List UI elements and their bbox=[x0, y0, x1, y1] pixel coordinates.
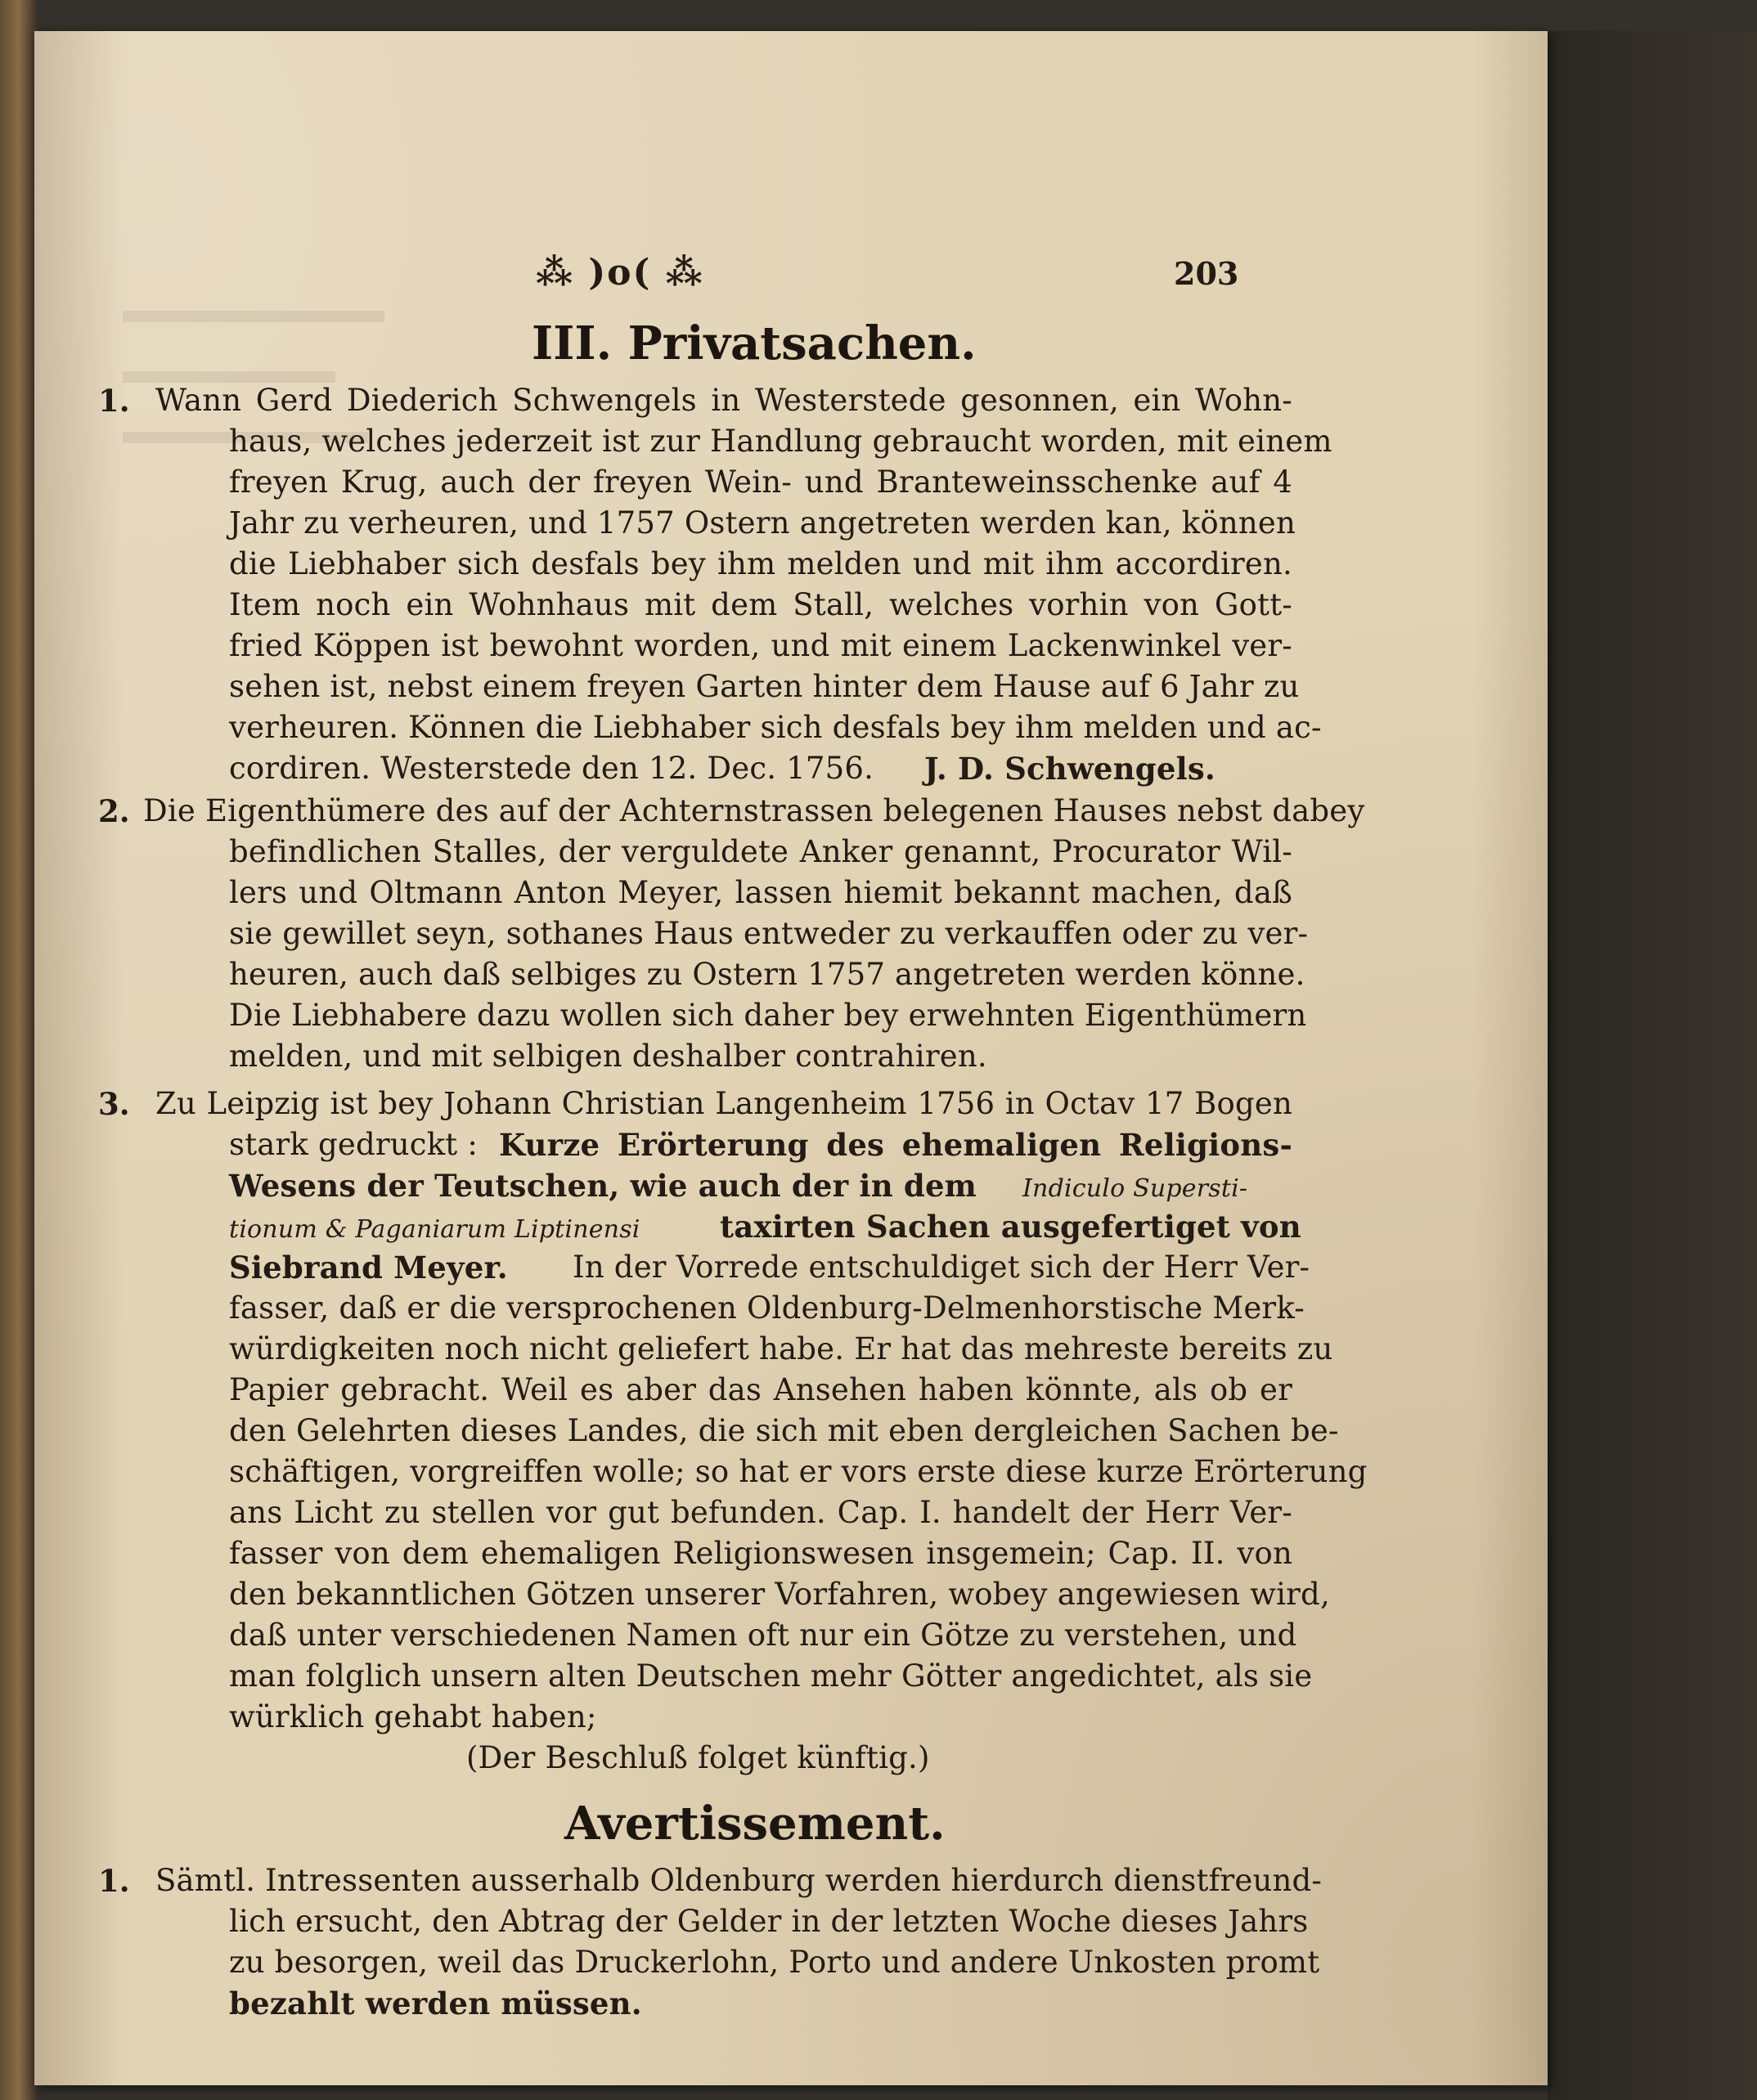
text-line: sie gewillet seyn, sothanes Haus entweder zu verkauffen oder zu ver- bbox=[229, 916, 1309, 951]
text-line: daß unter verschiedenen Namen oft nur ein Götze zu verstehen, und bbox=[229, 1618, 1297, 1653]
text-line: befindlichen Stalles, der verguldete Anker genannt, Procurator Wil- bbox=[229, 834, 1292, 869]
text-line: Die Liebhabere dazu wollen sich daher bey erwehnten Eigenthümern bbox=[229, 998, 1307, 1033]
text-line: zu besorgen, weil das Druckerlohn, Porto und andere Unkosten promt bbox=[229, 1945, 1320, 1980]
text-line: Papier gebracht. Weil es aber das Ansehen haben könnte, als ob er bbox=[229, 1372, 1292, 1407]
text-line: verheuren. Können die Liebhaber sich desfals bey ihm melden und ac- bbox=[229, 710, 1322, 745]
text-line: melden, und mit selbigen deshalber contrahiren. bbox=[229, 1039, 987, 1074]
item-number: 2. bbox=[98, 793, 130, 829]
latin-title-text: Indiculo Supersti- bbox=[1022, 1174, 1248, 1203]
text-line: bezahlt werden müssen. bbox=[229, 1986, 642, 2021]
running-header-ornament: ⁂ )o( ⁂ bbox=[536, 252, 704, 294]
book-title-text: Wesens der Teutschen, wie auch der in dem bbox=[229, 1168, 977, 1204]
text-line: würklich gehabt haben; bbox=[229, 1699, 597, 1734]
text-line: ans Licht zu stellen vor gut befunden. Cap. I. handelt der Herr Ver- bbox=[229, 1495, 1292, 1530]
text-line: Jahr zu verheuren, und 1757 Ostern angetreten werden kan, können bbox=[229, 505, 1296, 541]
text-line: Sämtl. Intressenten ausserhalb Oldenburg werden hierdurch dienstfreund- bbox=[155, 1863, 1323, 1898]
text-line: sehen ist, nebst einem freyen Garten hinter dem Hause auf 6 Jahr zu bbox=[229, 669, 1300, 704]
text-line: Zu Leipzig ist bey Johann Christian Langenheim 1756 in Octav 17 Bogen bbox=[155, 1086, 1292, 1121]
text-line: heuren, auch daß selbiges zu Ostern 1757 angetreten werden könne. bbox=[229, 957, 1305, 992]
author-name: Siebrand Meyer. bbox=[229, 1250, 508, 1286]
text-line: schäftigen, vorgreiffen wolle; so hat er vors erste diese kurze Erörterung bbox=[229, 1454, 1368, 1489]
text-line: Die Eigenthümere des auf der Achternstrassen belegenen Hauses nebst dabey bbox=[143, 793, 1365, 828]
text-line: lers und Oltmann Anton Meyer, lassen hiemit bekannt machen, daß bbox=[229, 875, 1292, 910]
text-line: fasser, daß er die versprochenen Oldenburg-Delmenhorstische Merk- bbox=[229, 1290, 1305, 1326]
text-line: Wann Gerd Diederich Schwengels in Westerstede gesonnen, ein Wohn- bbox=[155, 383, 1292, 418]
text-line: man folglich unsern alten Deutschen mehr Götter angedichtet, als sie bbox=[229, 1658, 1313, 1694]
text-line: fried Köppen ist bewohnt worden, und mit einem Lackenwinkel ver- bbox=[229, 628, 1292, 663]
text-line: Item noch ein Wohnhaus mit dem Stall, welches vorhin von Gott- bbox=[229, 587, 1292, 622]
item-number: 1. bbox=[98, 1863, 130, 1899]
continuation-note: (Der Beschluß folget künftig.) bbox=[466, 1740, 930, 1775]
text-line: cordiren. Westerstede den 12. Dec. 1756. bbox=[229, 751, 874, 786]
text-line: würdigkeiten noch nicht geliefert habe. Er hat das mehreste bereits zu bbox=[229, 1331, 1333, 1366]
book-title-text: taxirten Sachen ausgefertiget von bbox=[720, 1209, 1301, 1245]
section-title-privatsachen: III. Privatsachen. bbox=[532, 316, 977, 370]
text-line: freyen Krug, auch der freyen Wein- und Branteweinsschenke auf 4 bbox=[229, 464, 1292, 500]
latin-title-text: tionum & Paganiarum Liptinensi bbox=[229, 1215, 640, 1244]
text-line: die Liebhaber sich desfals bey ihm melden und mit ihm accordiren. bbox=[229, 546, 1292, 581]
text-line: den Gelehrten dieses Landes, die sich mit eben dergleichen Sachen be- bbox=[229, 1413, 1339, 1448]
text-line: stark gedruckt : bbox=[229, 1127, 479, 1162]
book-title-text: Kurze Erörterung des ehemaligen Religions- bbox=[499, 1127, 1292, 1163]
item-number: 3. bbox=[98, 1086, 130, 1122]
text-line: fasser von dem ehemaligen Religionswesen insgemein; Cap. II. von bbox=[229, 1536, 1292, 1571]
section-title-avertissement: Avertissement. bbox=[564, 1797, 946, 1851]
text-line: lich ersucht, den Abtrag der Gelder in der letzten Woche dieses Jahrs bbox=[229, 1904, 1309, 1939]
page-number: 203 bbox=[1174, 255, 1239, 292]
text-line: den bekanntlichen Götzen unserer Vorfahren, wobey angewiesen wird, bbox=[229, 1577, 1330, 1612]
item-number: 1. bbox=[98, 383, 130, 419]
text-line: In der Vorrede entschuldiget sich der Herr Ver- bbox=[573, 1250, 1310, 1285]
signature: J. D. Schwengels. bbox=[924, 751, 1216, 787]
text-line: haus, welches jederzeit ist zur Handlung gebraucht worden, mit einem bbox=[229, 424, 1332, 459]
